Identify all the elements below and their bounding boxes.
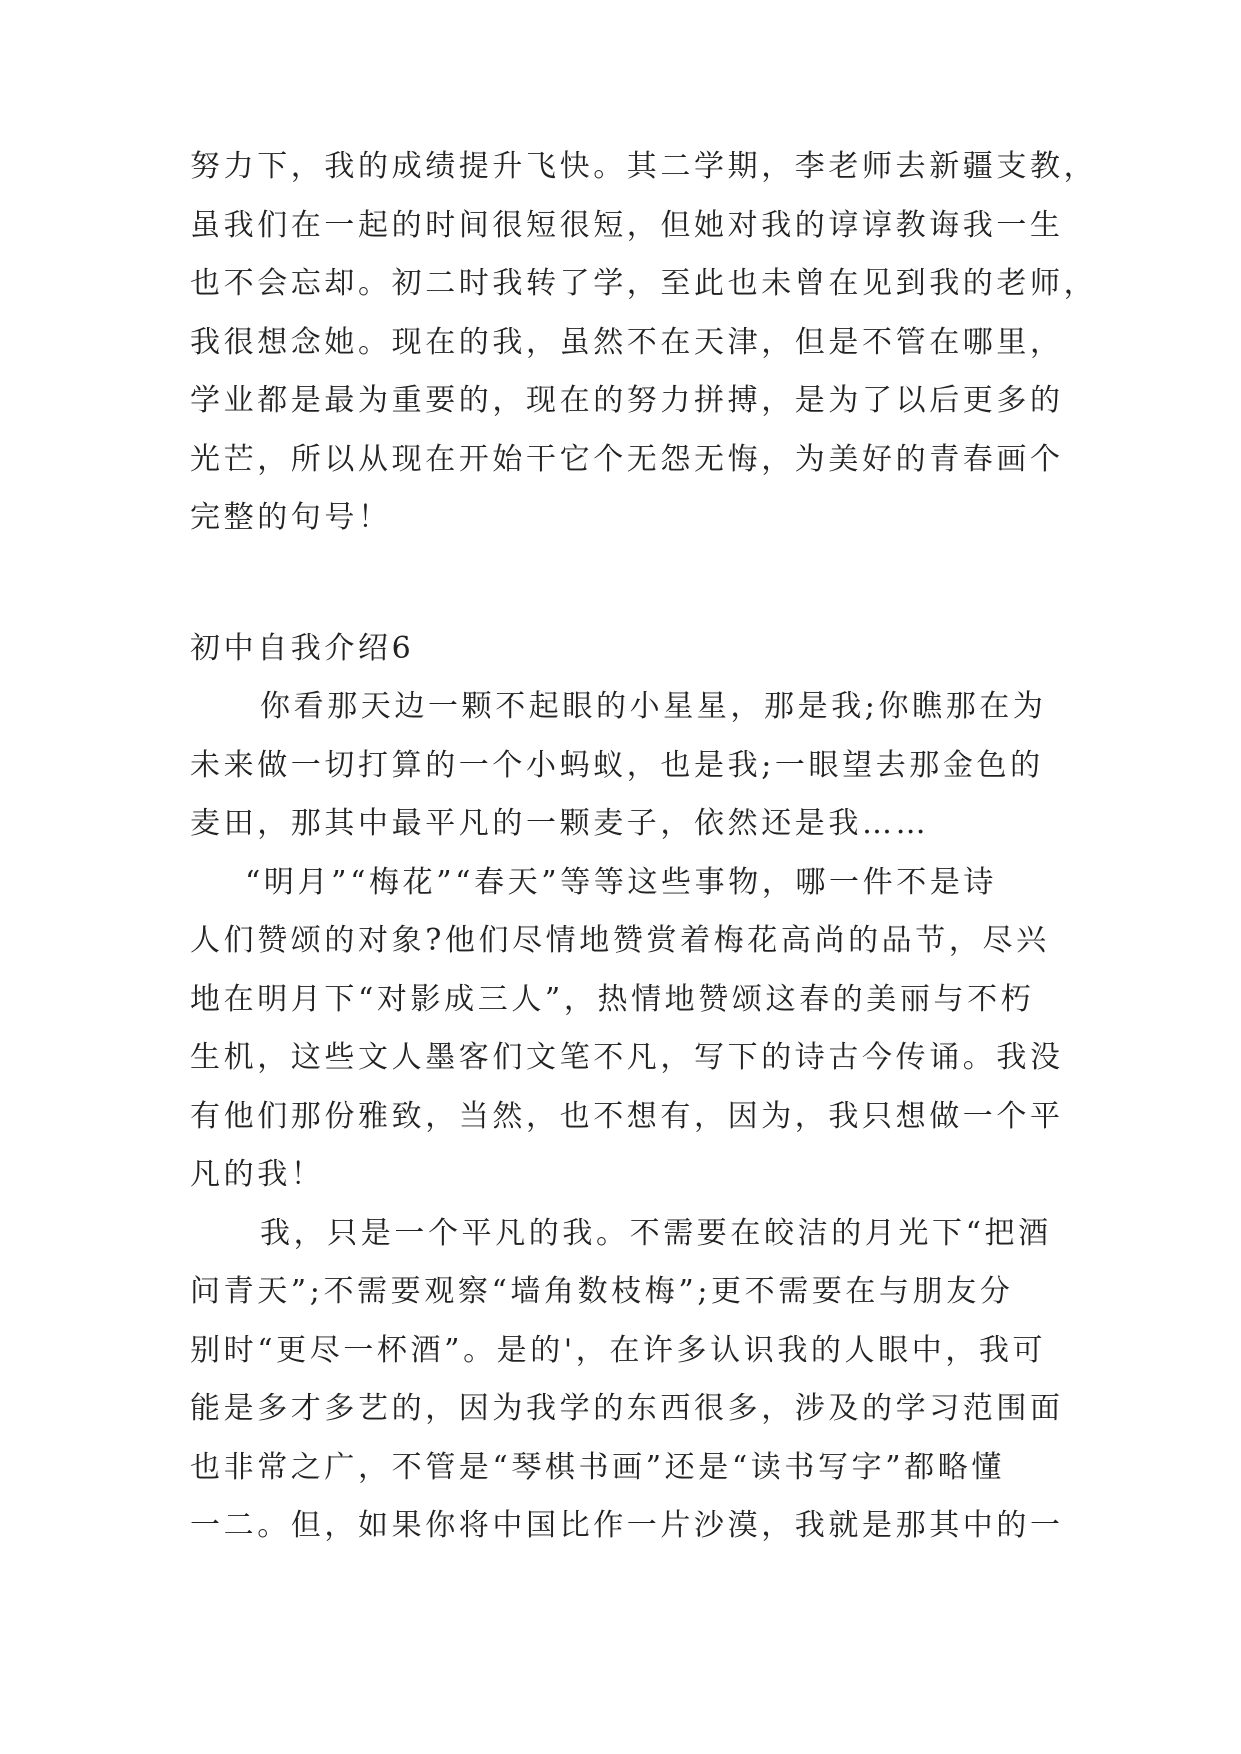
text-line: 虽我们在一起的时间很短很短，但她对我的谆谆教诲我一生	[190, 207, 1064, 243]
text-line: 问青天”;不需要观察“墙角数枝梅”;更不需要在与朋友分	[190, 1274, 1014, 1309]
text-line: 也不会忘却。初二时我转了学，至此也未曾在见到我的老师，	[190, 266, 1098, 301]
paragraph-first-line: “明月”“梅花”“春天”等等这些事物，哪一件不是诗	[245, 864, 998, 900]
text-line: 完整的句号！	[190, 500, 392, 535]
text-line: 学业都是最为重要的，现在的努力拼搏，是为了以后更多的	[190, 383, 1064, 418]
text-line: 一二。但，如果你将中国比作一片沙漠，我就是那其中的一	[190, 1508, 1064, 1543]
text-line: 生机，这些文人墨客们文笔不凡，写下的诗古今传诵。我没	[190, 1040, 1064, 1075]
text-line: 我很想念她。现在的我，虽然不在天津，但是不管在哪里，	[190, 324, 1064, 360]
text-line: 努力下，我的成绩提升飞快。其二学期，李老师去新疆支教，	[190, 149, 1098, 184]
paragraph-first-line: 我，只是一个平凡的我。不需要在皎洁的月光下“把酒	[260, 1215, 1052, 1251]
text-line: 有他们那份雅致，当然，也不想有，因为，我只想做一个平	[190, 1098, 1064, 1134]
section-heading: 初中自我介绍6	[190, 631, 415, 666]
text-line: 人们赞颂的对象?他们尽情地赞赏着梅花高尚的品节，尽兴	[190, 923, 1050, 958]
text-line: 凡的我！	[190, 1157, 325, 1192]
paragraph-first-line: 你看那天边一颗不起眼的小星星，那是我;你瞧那在为	[260, 689, 1047, 724]
section-2-text	[190, 678, 1064, 1556]
text-line: 地在明月下“对影成三人”，热情地赞颂这春的美丽与不朽	[190, 981, 1035, 1017]
text-line: 能是多才多艺的，因为我学的东西很多，涉及的学习范围面	[190, 1391, 1064, 1426]
text-line: 也非常之广，不管是“琴棋书画”还是“读书写字”都略懂	[190, 1449, 1005, 1485]
text-line: 光芒，所以从现在开始干它个无怨无悔，为美好的青春画个	[190, 441, 1064, 477]
text-line: 未来做一切打算的一个小蚂蚁，也是我;一眼望去那金色的	[190, 747, 1044, 783]
text-line: 麦田，那其中最平凡的一颗麦子，依然还是我……	[190, 806, 930, 841]
text-line: 别时“更尽一杯酒”。是的'，在许多认识我的人眼中，我可	[190, 1332, 1047, 1368]
section-1-text	[190, 138, 1098, 548]
